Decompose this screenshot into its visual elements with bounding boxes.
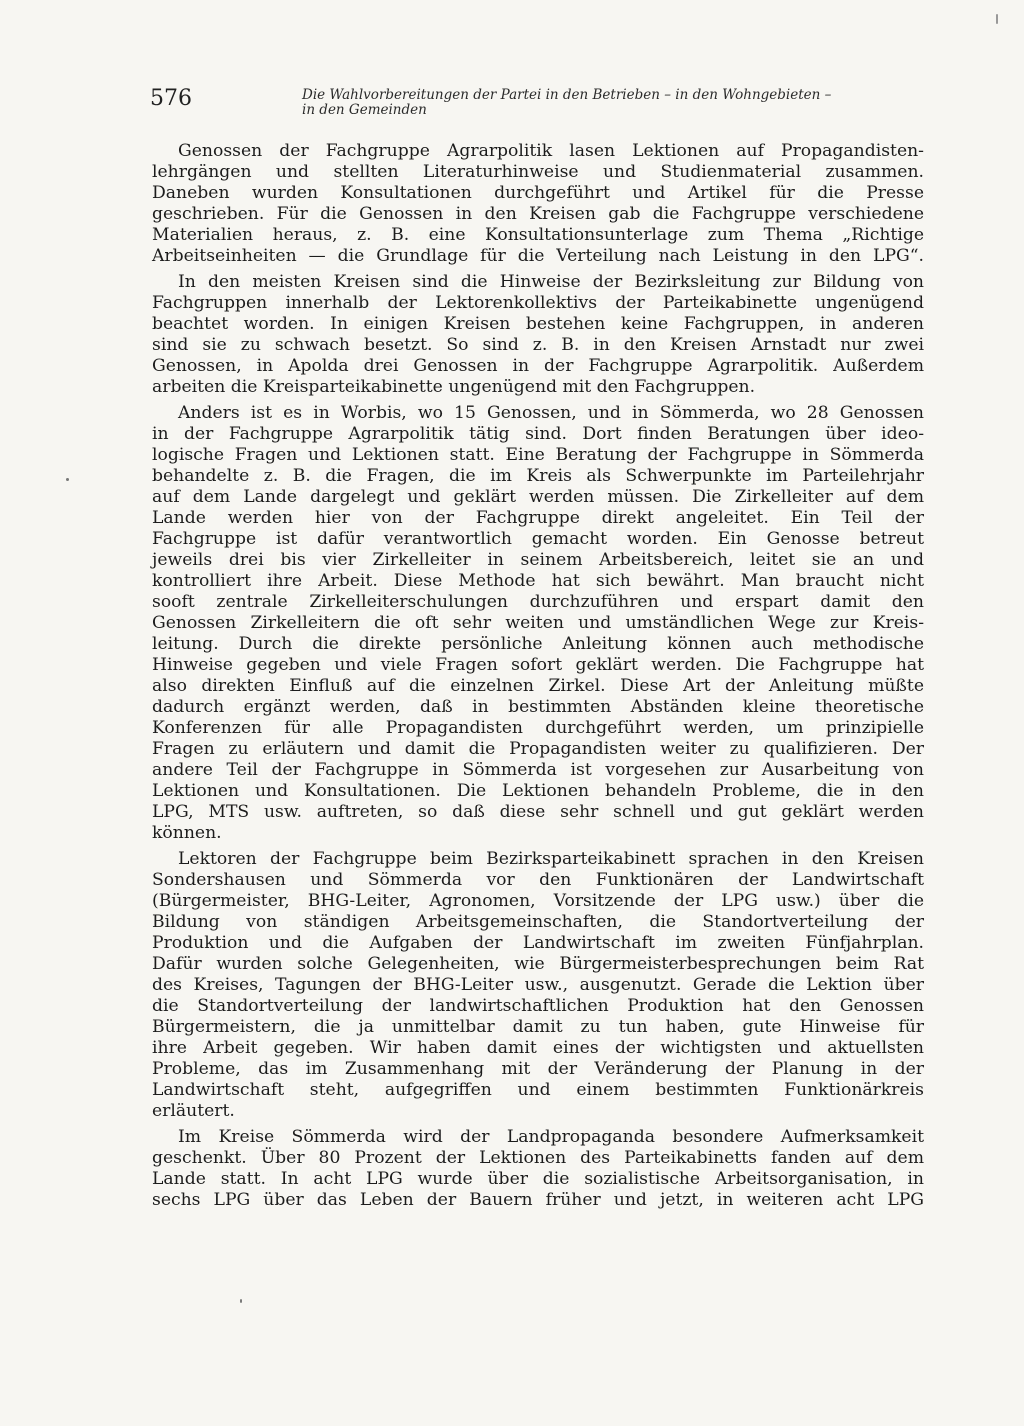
scan-speck — [240, 1299, 242, 1303]
text-line: in der Fachgruppe Agrarpolitik tätig sind. Dort finden Beratungen über ideo- — [152, 424, 924, 444]
text-line: erläutert. — [152, 1101, 235, 1121]
text-line: Im Kreise Sömmerda wird der Landpropaganda besondere Aufmerksamkeit — [178, 1127, 924, 1147]
text-line: also direkten Einfluß auf die einzelnen Zirkel. Diese Art der Anleitung müßte — [152, 676, 924, 696]
text-line: beachtet worden. In einigen Kreisen bestehen keine Fachgruppen, in anderen — [152, 314, 924, 334]
text-line: ihre Arbeit gegeben. Wir haben damit eines der wichtigsten und aktuellsten — [152, 1038, 924, 1058]
text-line: Lande statt. In acht LPG wurde über die sozialistische Arbeitsorganisation, in — [152, 1169, 924, 1189]
paragraph — [152, 849, 924, 1122]
running-title-line: in den Gemeinden — [302, 102, 427, 118]
paragraph — [152, 141, 924, 267]
text-line: Genossen Zirkelleitern die oft sehr weiten und umständlichen Wege zur Kreis- — [152, 613, 924, 633]
text-line: dadurch ergänzt werden, daß in bestimmten Abständen kleine theoretische — [152, 697, 924, 717]
text-line: Genossen, in Apolda drei Genossen in der Fachgruppe Agrarpolitik. Außerdem — [152, 356, 924, 376]
text-line: kontrolliert ihre Arbeit. Diese Methode hat sich bewährt. Man braucht nicht — [152, 571, 924, 591]
text-line: Fachgruppen innerhalb der Lektorenkollektivs der Parteikabinette ungenügend — [152, 293, 924, 313]
text-line: Anders ist es in Worbis, wo 15 Genossen, und in Sömmerda, wo 28 Genossen — [178, 403, 924, 423]
text-line: können. — [152, 823, 222, 843]
text-line: jeweils drei bis vier Zirkelleiter in seinem Arbeitsbereich, leitet sie an und — [152, 550, 924, 570]
text-line: des Kreises, Tagungen der BHG-Leiter usw., ausgenutzt. Gerade die Lektion über — [152, 975, 924, 995]
text-line: die Standortverteilung der landwirtschaftlichen Produktion hat den Genossen — [152, 996, 924, 1016]
text-line: Arbeitseinheiten — die Grundlage für die Verteilung nach Leistung in den LPG“. — [152, 246, 924, 266]
text-line: Bildung von ständigen Arbeitsgemeinschaften, die Standortverteilung der — [152, 912, 924, 932]
text-line: Genossen der Fachgruppe Agrarpolitik lasen Lektionen auf Propagandisten- — [178, 141, 924, 161]
text-line: Lande werden hier von der Fachgruppe direkt angeleitet. Ein Teil der — [152, 508, 924, 528]
page-number: 576 — [150, 86, 192, 111]
text-line: Lektionen und Konsultationen. Die Lektionen behandeln Probleme, die in den — [152, 781, 924, 801]
text-line: sind sie zu schwach besetzt. So sind z. B. in den Kreisen Arnstadt nur zwei — [152, 335, 924, 355]
text-line: Materialien heraus, z. B. eine Konsultationsunterlage zum Thema „Richtige — [152, 225, 924, 245]
text-line: andere Teil der Fachgruppe in Sömmerda ist vorgesehen zur Ausarbeitung von — [152, 760, 924, 780]
paragraph — [152, 1127, 924, 1211]
running-title — [302, 88, 930, 118]
text-line: sechs LPG über das Leben der Bauern früher und jetzt, in weiteren acht LPG — [152, 1190, 924, 1210]
scan-speck — [66, 478, 69, 481]
text-line: Konferenzen für alle Propagandisten durchgeführt werden, um prinzipielle — [152, 718, 924, 738]
text-line: geschrieben. Für die Genossen in den Kreisen gab die Fachgruppe verschiedene — [152, 204, 924, 224]
text-line: behandelte z. B. die Fragen, die im Kreis als Schwerpunkte im Parteilehrjahr — [152, 466, 924, 486]
text-line: Landwirtschaft steht, aufgegriffen und einem bestimmten Funktionärkreis — [152, 1080, 924, 1100]
body-text — [152, 141, 924, 1216]
text-line: Fragen zu erläutern und damit die Propagandisten weiter zu qualifizieren. Der — [152, 739, 924, 759]
text-line: logische Fragen und Lektionen statt. Eine Beratung der Fachgruppe in Sömmerda — [152, 445, 924, 465]
running-title-line: Die Wahlvorbereitungen der Partei in den Betrieben – in den Wohngebieten – — [302, 87, 832, 103]
page-header — [150, 86, 930, 126]
text-line: Daneben wurden Konsultationen durchgeführt und Artikel für die Presse — [152, 183, 924, 203]
paragraph — [152, 272, 924, 398]
text-line: Produktion und die Aufgaben der Landwirtschaft im zweiten Fünfjahrplan. — [152, 933, 924, 953]
text-line: LPG, MTS usw. auftreten, so daß diese sehr schnell und gut geklärt werden — [152, 802, 924, 822]
text-line: Fachgruppe ist dafür verantwortlich gemacht worden. Ein Genosse betreut — [152, 529, 924, 549]
text-line: Dafür wurden solche Gelegenheiten, wie Bürgermeisterbesprechungen beim Rat — [152, 954, 924, 974]
text-line: arbeiten die Kreisparteikabinette ungenügend mit den Fachgruppen. — [152, 377, 756, 397]
text-line: lehrgängen und stellten Literaturhinweise und Studienmaterial zusammen. — [152, 162, 924, 182]
text-line: Hinweise gegeben und viele Fragen sofort geklärt werden. Die Fachgruppe hat — [152, 655, 924, 675]
text-line: Bürgermeistern, die ja unmittelbar damit zu tun haben, gute Hinweise für — [152, 1017, 924, 1037]
text-line: Probleme, das im Zusammenhang mit der Veränderung der Planung in der — [152, 1059, 924, 1079]
text-line: In den meisten Kreisen sind die Hinweise der Bezirksleitung zur Bildung von — [178, 272, 924, 292]
text-line: Sondershausen und Sömmerda vor den Funktionären der Landwirtschaft — [152, 870, 924, 890]
text-line: geschenkt. Über 80 Prozent der Lektionen des Parteikabinetts fanden auf dem — [152, 1148, 924, 1168]
text-line: Lektoren der Fachgruppe beim Bezirksparteikabinett sprachen in den Kreisen — [178, 849, 924, 869]
text-line: auf dem Lande dargelegt und geklärt werden müssen. Die Zirkelleiter auf dem — [152, 487, 924, 507]
text-line: leitung. Durch die direkte persönliche Anleitung können auch methodische — [152, 634, 924, 654]
scan-speck — [996, 14, 998, 24]
text-line: sooft zentrale Zirkelleiterschulungen durchzuführen und erspart damit den — [152, 592, 924, 612]
text-line: (Bürgermeister, BHG-Leiter, Agronomen, Vorsitzende der LPG usw.) über die — [152, 891, 924, 911]
paragraph — [152, 403, 924, 844]
